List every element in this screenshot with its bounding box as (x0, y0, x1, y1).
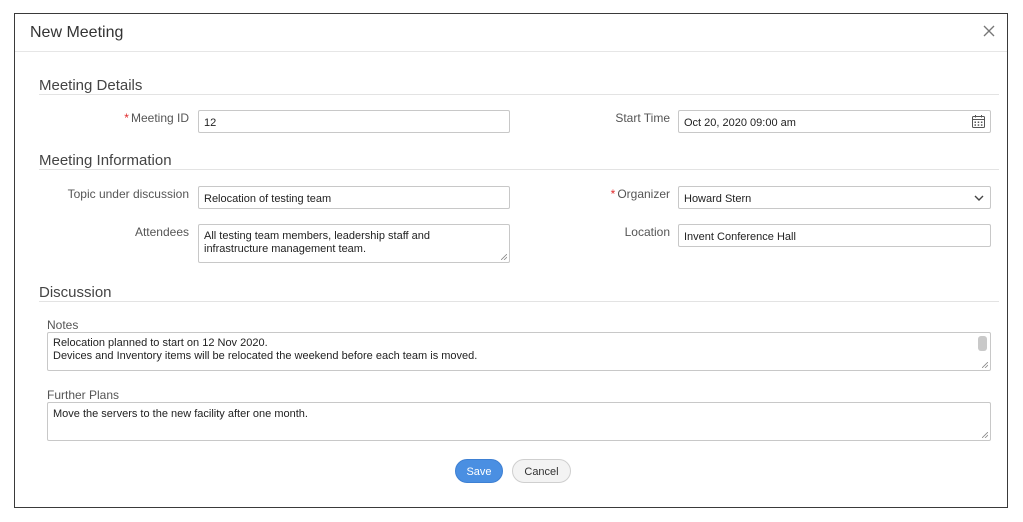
meeting-id-value: 12 (204, 117, 217, 129)
organizer-value: Howard Stern (684, 193, 752, 205)
meeting-id-input[interactable] (198, 110, 510, 133)
new-meeting-dialog (14, 13, 1008, 508)
further-plans-value: Move the servers to the new facility after one month. (53, 408, 308, 420)
section-divider (39, 169, 999, 170)
section-divider (39, 301, 999, 302)
organizer-label (575, 187, 670, 201)
section-title-meeting-information: Meeting Information (39, 152, 172, 169)
location-label: Location (624, 225, 670, 239)
location-value: Invent Conference Hall (684, 231, 796, 243)
required-marker: * (124, 111, 129, 125)
meeting-id-label (75, 111, 189, 125)
attendees-label: Attendees (134, 225, 189, 239)
topic-label: Topic under discussion (67, 187, 189, 201)
required-marker: * (610, 187, 616, 201)
attendees-line-1: All testing team members, leadership staff and (204, 230, 431, 242)
start-time-label: Start Time (615, 111, 670, 125)
close-icon[interactable] (981, 23, 997, 39)
further-plans-label: Further Plans (47, 388, 120, 402)
chevron-down-icon[interactable] (974, 194, 984, 202)
start-time-input[interactable] (678, 110, 991, 133)
section-title-meeting-details: Meeting Details (39, 77, 143, 94)
notes-label: Notes (47, 318, 79, 332)
section-divider (39, 94, 999, 95)
resize-handle-icon[interactable] (982, 432, 988, 438)
calendar-icon[interactable] (971, 114, 986, 129)
topic-input[interactable] (198, 186, 510, 209)
attendees-line-2: infrastructure management team. (204, 243, 367, 255)
topic-value: Relocation of testing team (204, 193, 332, 205)
start-time-value: Oct 20, 2020 09:00 am (684, 117, 796, 129)
meeting-id-label-text: Meeting ID (130, 111, 189, 125)
attendees-textarea[interactable] (198, 224, 510, 263)
dialog-titlebar (15, 14, 1007, 52)
location-input[interactable] (678, 224, 991, 247)
notes-line-2: Devices and Inventory items will be relocated the weekend before each team is moved. (53, 350, 478, 362)
organizer-select[interactable] (678, 186, 991, 209)
notes-line-1: Relocation planned to start on 12 Nov 2020. (53, 337, 268, 349)
dialog-title: New Meeting (30, 24, 124, 41)
cancel-button[interactable]: Cancel (512, 459, 571, 483)
resize-handle-icon[interactable] (501, 254, 507, 260)
further-plans-textarea[interactable] (47, 402, 991, 441)
resize-handle-icon[interactable] (982, 362, 988, 368)
notes-scrollbar[interactable] (978, 336, 987, 351)
notes-textarea[interactable] (47, 332, 991, 371)
save-button[interactable]: Save (455, 459, 503, 483)
organizer-label-text: Organizer (617, 187, 670, 201)
section-title-discussion: Discussion (39, 284, 112, 301)
